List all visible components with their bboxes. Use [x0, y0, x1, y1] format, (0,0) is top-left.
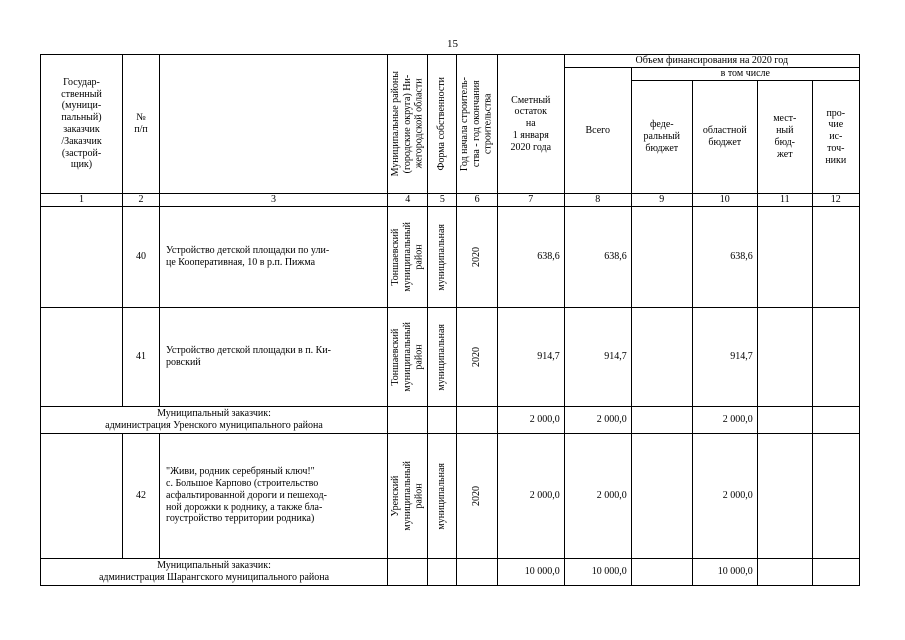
col-num: 9	[631, 194, 692, 207]
total-value: 2 000,0	[564, 406, 631, 433]
regional-value: 914,7	[692, 307, 757, 406]
col-num: 12	[812, 194, 859, 207]
estimate-value: 10 000,0	[497, 558, 564, 585]
col-num: 8	[564, 194, 631, 207]
local-value	[757, 433, 812, 558]
year: 2020	[457, 433, 497, 558]
regional-value: 638,6	[692, 206, 757, 307]
other-value	[812, 206, 859, 307]
federal-value	[631, 307, 692, 406]
table-row	[41, 206, 860, 307]
header-regional: областной бюджет	[692, 81, 757, 194]
header-other: про- чие ис- точ- ники	[812, 81, 859, 194]
district: Уренский муниципальный район	[388, 433, 428, 558]
col-num: 10	[692, 194, 757, 207]
customer-label: Муниципальный заказчик: администрация Шарангского муниципального района	[41, 558, 388, 585]
page-number: 15	[447, 38, 458, 50]
total-value: 10 000,0	[564, 558, 631, 585]
header-name	[160, 55, 388, 194]
object-name: Устройство детской площадки в п. Ки- ровский	[160, 307, 388, 406]
column-numbers-row	[41, 194, 860, 207]
col-num: 1	[41, 194, 123, 207]
regional-value: 2 000,0	[692, 406, 757, 433]
col-num: 6	[457, 194, 497, 207]
header-districts: Муниципальные районы (городские округа) Ни- жегородской области	[388, 55, 428, 194]
year: 2020	[457, 307, 497, 406]
customer-row	[41, 406, 860, 433]
header-financing: Объем финансирования на 2020 год	[564, 55, 859, 68]
header-row-1	[41, 55, 860, 68]
object-name: "Живи, родник серебряный ключ!" с. Большое Карпово (строительство асфальтированной дороги и пешеход- ной дорожки к роднику, а также бла- гоустройство территории родника)	[160, 433, 388, 558]
header-years: Год начала строитель- ства - год окончания строительства	[457, 55, 497, 194]
estimate-value: 2 000,0	[497, 433, 564, 558]
header-total: Всего	[564, 68, 631, 194]
col-num: 5	[428, 194, 457, 207]
other-value	[812, 433, 859, 558]
total-value: 638,6	[564, 206, 631, 307]
header-local: мест- ный бюд- жет	[757, 81, 812, 194]
header-customer: Государ- ственный (муници- пальный) заказчик /Заказчик (застрой- щик)	[41, 55, 123, 194]
ownership: муниципальная	[428, 433, 457, 558]
row-number: 40	[123, 206, 160, 307]
customer-row	[41, 558, 860, 585]
federal-value	[631, 206, 692, 307]
row-number: 42	[123, 433, 160, 558]
table-row	[41, 307, 860, 406]
other-value	[812, 307, 859, 406]
col-num: 3	[160, 194, 388, 207]
header-federal: феде- ральный бюджет	[631, 81, 692, 194]
customer-label: Муниципальный заказчик: администрация Уренского муниципального района	[41, 406, 388, 433]
estimate-value: 2 000,0	[497, 406, 564, 433]
local-value	[757, 206, 812, 307]
total-value: 914,7	[564, 307, 631, 406]
header-estimate: Сметный остаток на 1 января 2020 года	[497, 55, 564, 194]
col-num: 11	[757, 194, 812, 207]
estimate-value: 914,7	[497, 307, 564, 406]
regional-value: 2 000,0	[692, 433, 757, 558]
object-name: Устройство детской площадки по ули- це Кооперативная, 10 в р.п. Пижма	[160, 206, 388, 307]
ownership: муниципальная	[428, 206, 457, 307]
header-num: № п/п	[123, 55, 160, 194]
estimate-value: 638,6	[497, 206, 564, 307]
regional-value: 10 000,0	[692, 558, 757, 585]
header-ownership: Форма собственности	[428, 55, 457, 194]
table-row	[41, 433, 860, 558]
district: Тоншаевский муниципальный район	[388, 206, 428, 307]
col-num: 2	[123, 194, 160, 207]
federal-value	[631, 433, 692, 558]
financing-table	[40, 54, 860, 586]
year: 2020	[457, 206, 497, 307]
ownership: муниципальная	[428, 307, 457, 406]
local-value	[757, 307, 812, 406]
col-num: 7	[497, 194, 564, 207]
row-number: 41	[123, 307, 160, 406]
col-num: 4	[388, 194, 428, 207]
total-value: 2 000,0	[564, 433, 631, 558]
district: Тоншаевский муниципальный район	[388, 307, 428, 406]
header-including: в том числе	[631, 68, 859, 81]
